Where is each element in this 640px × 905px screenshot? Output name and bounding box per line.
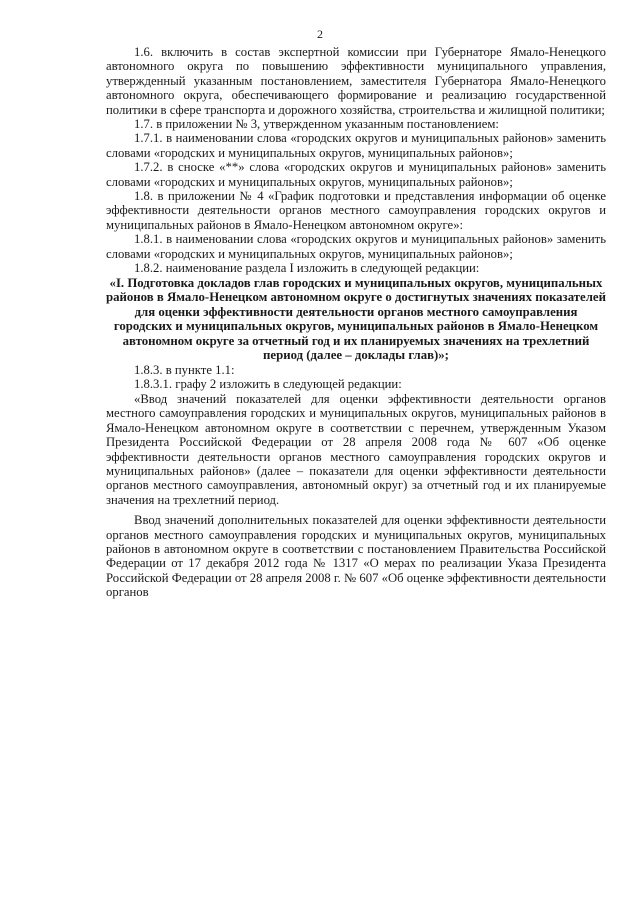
paragraph-1-8-1: 1.8.1. в наименовании слова «городских округов и муниципальных районов» заменить словами «городских и муниципальных округов, муниципальных районов»; bbox=[106, 232, 606, 261]
paragraph-1-7: 1.7. в приложении № 3, утвержденном указанным постановлением: bbox=[134, 117, 499, 132]
paragraph-1-7-2: 1.7.2. в сноске «**» слова «городских округов и муниципальных районов» заменить словами «городских и муниципальных округов, муниципальных районов»; bbox=[106, 160, 606, 189]
paragraph-1-8-2: 1.8.2. наименование раздела I изложить в следующей редакции: bbox=[134, 261, 480, 276]
document-body bbox=[106, 45, 606, 600]
section-heading: «I. Подготовка докладов глав городских и муниципальных округов, муниципальных районов в Ямало-Ненецком автономном округе о достигнутых значениях показателей для оценки эффективности деятельности органов местного самоуправления городских и муниципальных округов, муниципальных районов в Ямало-Ненецком автономном округе за отчетный год и их планируемых значениях на трехлетний период (далее – доклады глав)»; bbox=[106, 275, 606, 363]
paragraph-1-8-3-1: 1.8.3.1. графу 2 изложить в следующей редакции: bbox=[134, 377, 402, 392]
paragraph-1-8: 1.8. в приложении № 4 «График подготовки и представления информации об оценке эффективности деятельности органов местного самоуправления городских округов и муниципальных районов в Ямало-Ненецком автономном округе»: bbox=[106, 189, 606, 232]
paragraph-additional-indicators: Ввод значений дополнительных показателей для оценки эффективности деятельности органов местного самоуправления городских и муниципальных округов, муниципальных районов в автономном округе в соответствии с постановлением Правительства Российской Федерации от 17 декабря 2012 года № 1317 «О мерах по реализации Указа Президента Российской Федерации от 28 апреля 2008 г. № 607 «Об оценке эффективности деятельности органов bbox=[106, 513, 606, 600]
paragraph-quote-input-values: «Ввод значений показателей для оценки эффективности деятельности органов местного самоуправления городских и муниципальных округов, муниципальных районов в Ямало-Ненецком автономном округе в соответствии с перечнем, утвержденным Указом Президента Российской Федерации от 28 апреля 2008 года № 607 «Об оценке эффективности деятельности органов местного самоуправления городских округов и муниципальных районов» (далее – показатели для оценки эффективности деятельности органов местного самоуправления, автономный округ) за отчетный год и их планируемые значения на трехлетний период. bbox=[106, 391, 606, 507]
paragraph-1-8-3: 1.8.3. в пункте 1.1: bbox=[134, 363, 235, 378]
paragraph-1-6: 1.6. включить в состав экспертной комиссии при Губернаторе Ямало-Ненецкого автономного округа по повышению эффективности муниципального управления, утвержденный указанным постановлением, заместителя Губернатора Ямало-Ненецкого автономного округа, обеспечивающего формирование и реализацию государственной политики в сфере транспорта и дорожного хозяйства, строительства и жилищной политики; bbox=[106, 45, 606, 117]
page-number: 2 bbox=[317, 27, 323, 41]
paragraph-1-7-1: 1.7.1. в наименовании слова «городских округов и муниципальных районов» заменить словами «городских и муниципальных округов, муниципальных районов»; bbox=[106, 131, 606, 160]
